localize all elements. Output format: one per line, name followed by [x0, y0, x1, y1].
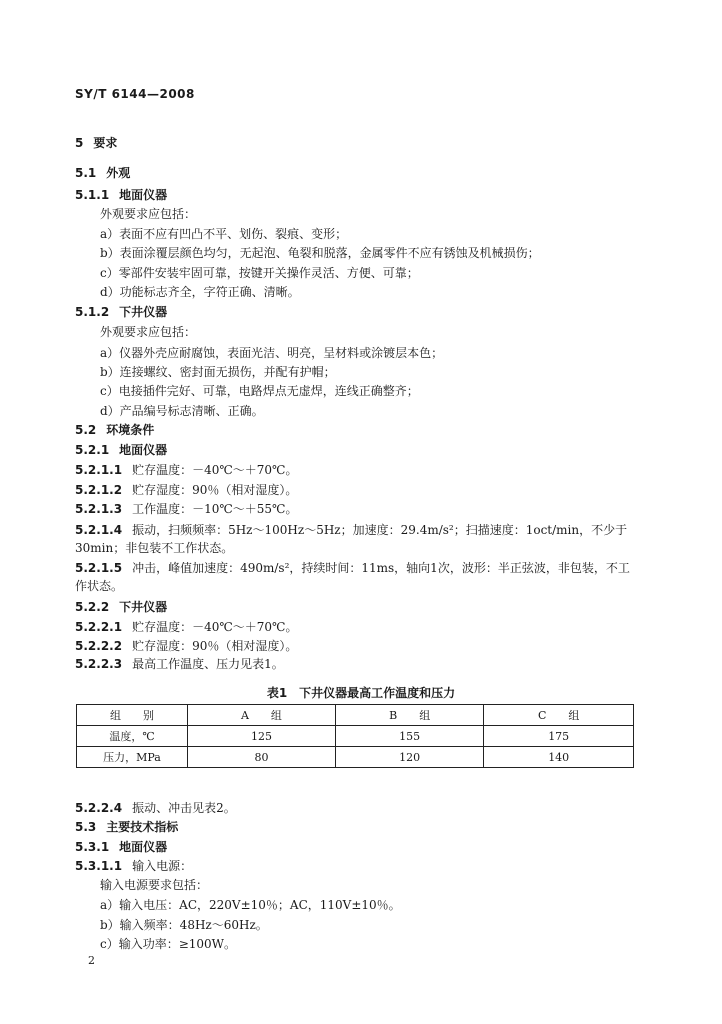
standard-code: SY/T 6144—2008	[75, 87, 195, 101]
clause-text: d）产品编号标志清晰、正确。	[100, 404, 264, 418]
text-line-s5215	[75, 559, 635, 595]
clause-text: 外观要求应包括：	[100, 325, 197, 339]
clause-number: 5.2.2.3	[75, 657, 123, 671]
clause-text: 贮存湿度：90％（相对湿度）。	[132, 639, 298, 653]
clause-number: 5.2.2	[75, 600, 110, 614]
clause-text: 振动，扫频频率：5Hz～100Hz～5Hz；加速度：29.4m/s²；扫描速度：1oct/min，不少于30min；非包装不工作状态。	[75, 523, 628, 555]
clause-number: 5.2.2.2	[75, 639, 123, 653]
section-heading: 主要技术指标	[106, 820, 179, 834]
text-line-s5214	[75, 521, 635, 557]
text-line-s5224	[75, 800, 236, 816]
clause-number: 5.3.1	[75, 840, 110, 854]
clause-number: 5.2.2.4	[75, 801, 123, 815]
text-line-p3c	[100, 936, 236, 952]
text-line-p2c	[100, 383, 419, 399]
clause-text: b）连接螺纹、密封面无损伤，并配有护帽；	[100, 365, 336, 379]
clause-text: b）输入频率：48Hz～60Hz。	[100, 918, 268, 932]
table-cell: 140	[484, 747, 634, 768]
text-line-s511	[75, 187, 167, 203]
section-heading: 地面仪器	[119, 443, 168, 457]
clause-text: 输入电源要求包括：	[100, 878, 209, 892]
table-cell: 压力，MPa	[77, 747, 188, 768]
clause-number: 5.2.1.1	[75, 463, 123, 477]
clause-number: 5.3	[75, 820, 97, 834]
clause-number: 5.2.1.5	[75, 561, 123, 575]
clause-number: 5.2.1.2	[75, 483, 123, 497]
clause-text: d）功能标志齐全，字符正确、清晰。	[100, 285, 300, 299]
text-line-s5212	[75, 482, 297, 498]
clause-text: 贮存湿度：90％（相对湿度）。	[132, 483, 298, 497]
section-heading: 下井仪器	[119, 600, 168, 614]
page-number: 2	[88, 954, 95, 967]
text-line-s512	[75, 304, 167, 320]
text-line-p3a	[100, 897, 401, 913]
text-line-p3b	[100, 917, 268, 933]
clause-text: b）表面涂覆层颜色均匀，无起泡、龟裂和脱落，金属零件不应有锈蚀及机械损伤；	[100, 246, 540, 260]
table-header-cell: B 组	[335, 705, 483, 726]
text-line-s5	[75, 135, 117, 151]
text-line-s5222	[75, 638, 297, 654]
clause-text: 输入电源：	[132, 859, 193, 873]
text-line-s5213	[75, 501, 297, 517]
section-heading: 地面仪器	[119, 188, 168, 202]
clause-text: a）输入电压：AC，220V±10％；AC，110V±10％。	[100, 898, 401, 912]
clause-text: c）输入功率：≥100W。	[100, 937, 237, 951]
clause-number: 5.1.1	[75, 188, 110, 202]
text-line-s521	[75, 442, 167, 458]
clause-number: 5	[75, 136, 84, 150]
section-heading: 地面仪器	[119, 840, 168, 854]
text-line-p2a	[100, 345, 443, 361]
table-cell: 80	[188, 747, 336, 768]
clause-text: a）表面不应有凹凸不平、划伤、裂痕、变形；	[100, 227, 348, 241]
text-line-s53	[75, 819, 178, 835]
table-cell: 120	[335, 747, 483, 768]
text-line-s5211	[75, 462, 297, 478]
table-cell: 175	[484, 726, 634, 747]
clause-text: 最高工作温度、压力见表1。	[132, 657, 284, 671]
text-line-s51	[75, 165, 130, 181]
clause-text: 贮存温度：－40℃～＋70℃。	[132, 620, 298, 634]
text-line-p2d	[100, 403, 264, 419]
table-row	[77, 726, 634, 747]
clause-text: 贮存温度：－40℃～＋70℃。	[132, 463, 298, 477]
clause-number: 5.2	[75, 423, 97, 437]
table-header-cell: A 组	[188, 705, 336, 726]
text-line-s5223	[75, 656, 284, 672]
clause-number: 5.2.1	[75, 443, 110, 457]
text-line-p1b	[100, 245, 540, 261]
text-line-p1c	[100, 265, 419, 281]
table-header-cell: 组 别	[77, 705, 188, 726]
text-line-p1d	[100, 284, 300, 300]
text-line-p1	[100, 206, 196, 222]
clause-text: 工作温度：－10℃～＋55℃。	[132, 502, 298, 516]
clause-number: 5.1.2	[75, 305, 110, 319]
text-line-p1a	[100, 226, 347, 242]
spec-table	[76, 704, 634, 768]
clause-text: a）仪器外壳应耐腐蚀，表面光洁、明亮，呈材料或涂镀层本色；	[100, 346, 444, 360]
table-header-cell: C 组	[484, 705, 634, 726]
clause-number: 5.2.1.3	[75, 502, 123, 516]
text-line-p2b	[100, 364, 336, 380]
clause-text: 外观要求应包括：	[100, 207, 197, 221]
table-cell: 155	[335, 726, 483, 747]
text-line-s5311	[75, 858, 192, 874]
text-line-p2	[100, 324, 196, 340]
clause-number: 5.2.1.4	[75, 523, 123, 537]
clause-text: 振动、冲击见表2。	[132, 801, 236, 815]
text-line-s52	[75, 422, 154, 438]
clause-text: c）电接插件完好、可靠，电路焊点无虚焊，连线正确整齐；	[100, 384, 419, 398]
clause-text: 冲击，峰值加速度：490m/s²，持续时间：11ms，轴向1次，波形：半正弦波，非包装，不工作状态。	[75, 561, 630, 593]
section-heading: 环境条件	[106, 423, 155, 437]
text-line-s5221	[75, 619, 297, 635]
section-heading: 外观	[106, 166, 131, 180]
section-heading: 要求	[93, 136, 118, 150]
table-row	[77, 747, 634, 768]
clause-number: 5.2.2.1	[75, 620, 123, 634]
text-line-s531	[75, 839, 167, 855]
clause-number: 5.1	[75, 166, 97, 180]
clause-text: c）零部件安装牢固可靠，按键开关操作灵活、方便、可靠；	[100, 266, 419, 280]
text-line-p3	[100, 877, 208, 893]
table-cell: 125	[188, 726, 336, 747]
table-cell: 温度，℃	[77, 726, 188, 747]
section-heading: 下井仪器	[119, 305, 168, 319]
table-caption: 表1 下井仪器最高工作温度和压力	[266, 686, 456, 700]
text-line-s522	[75, 599, 167, 615]
clause-number: 5.3.1.1	[75, 859, 123, 873]
